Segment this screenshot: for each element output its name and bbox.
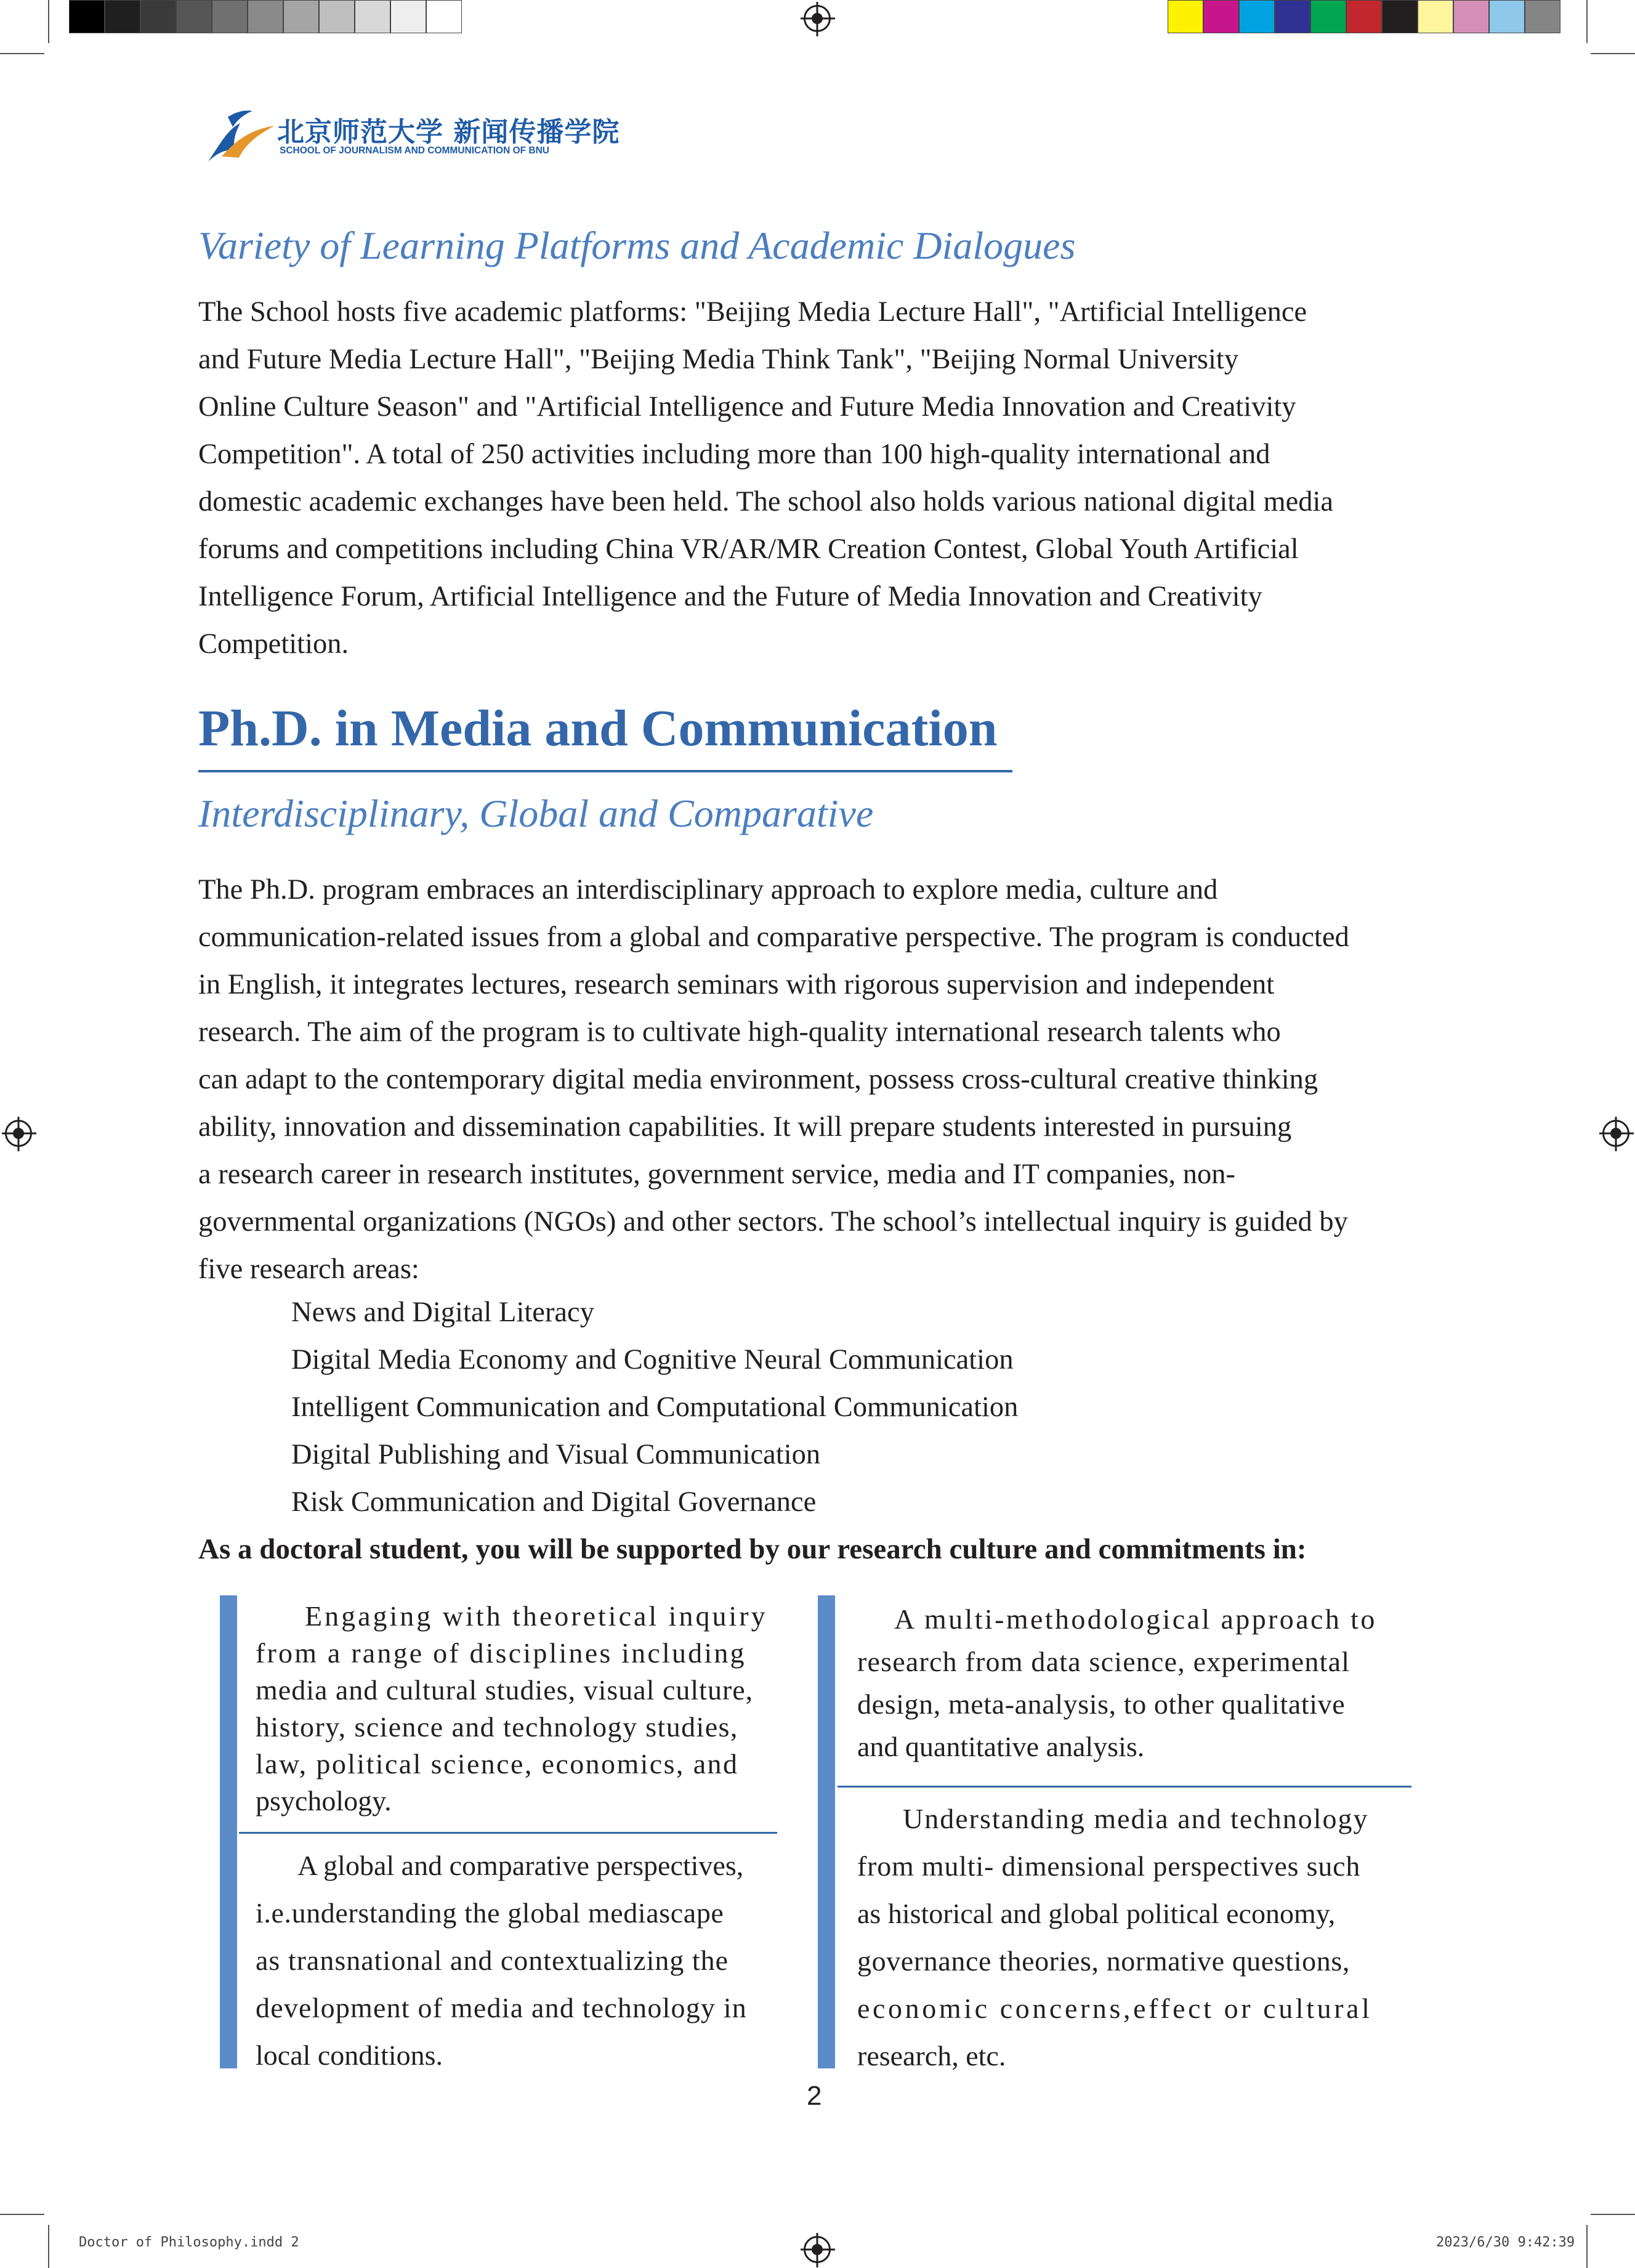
color-swatch [426, 0, 462, 33]
research-area-item: Intelligent Communication and Computational Communication [291, 1391, 1019, 1423]
box-line: Understanding media and technology [903, 1803, 1369, 1834]
color-swatch [1525, 0, 1560, 33]
paragraph-line: communication-related issues from a global and comparative perspective. The program is conducted [198, 921, 1349, 953]
school-logo [203, 105, 620, 166]
crop-mark [0, 53, 44, 54]
right-box-divider [838, 1786, 1411, 1788]
process-color-bar [1168, 0, 1560, 34]
section-heading-platforms: Variety of Learning Platforms and Academic Dialogues [198, 224, 1076, 267]
swallow-emblem-icon [203, 105, 277, 166]
color-swatch [140, 0, 176, 33]
multi-methodological-box [857, 1598, 1411, 1768]
platforms-paragraph [198, 288, 1436, 668]
color-swatch [1418, 0, 1453, 33]
registration-mark-right [1602, 1120, 1629, 1147]
box-line: media and cultural studies, visual culture, [256, 1674, 754, 1706]
research-area-item: Digital Media Economy and Cognitive Neural Communication [291, 1344, 1014, 1375]
paragraph-line: governmental organizations (NGOs) and other sectors. The school’s intellectual inquiry is guided by [198, 1206, 1348, 1237]
color-swatch [355, 0, 390, 33]
global-perspectives-box [256, 1842, 789, 2079]
phd-program-subtitle: Interdisciplinary, Global and Comparative [198, 792, 874, 835]
paragraph-line: Competition". A total of 250 activities including more than 100 high-quality international and [198, 439, 1270, 470]
box-line: as transnational and contextualizing the [256, 1945, 729, 1976]
color-swatch [390, 0, 426, 33]
box-line: history, science and technology studies, [256, 1711, 738, 1743]
paragraph-line: domestic academic exchanges have been held. The school also holds various national digital media [198, 486, 1334, 517]
box-line: development of media and technology in [256, 1992, 747, 2023]
color-swatch [1310, 0, 1346, 33]
color-swatch [1453, 0, 1489, 33]
registration-mark-top [804, 5, 831, 32]
color-swatch [248, 0, 283, 33]
box-line: A global and comparative perspectives, [297, 1850, 744, 1881]
registration-mark-left [5, 1120, 32, 1147]
crop-mark [1586, 0, 1588, 43]
box-line: law, political science, economics, and [256, 1748, 739, 1780]
school-name-english: SCHOOL OF JOURNALISM AND COMMUNICATION OF BNU [280, 145, 550, 156]
crop-mark [48, 0, 49, 43]
box-line: design, meta-analysis, to other qualitative [857, 1688, 1346, 1720]
paragraph-line: research. The aim of the program is to cultivate high-quality international research talents who [198, 1016, 1281, 1048]
box-line: research, etc. [857, 2040, 1006, 2072]
box-line: and quantitative analysis. [857, 1731, 1145, 1762]
box-line: research from data science, experimental [857, 1646, 1350, 1677]
box-line: from multi- dimensional perspectives such [857, 1850, 1361, 1882]
color-swatch [1239, 0, 1275, 33]
color-swatch [319, 0, 355, 33]
right-accent-bar [818, 1595, 835, 2068]
grayscale-color-bar [69, 0, 462, 34]
paragraph-line: The School hosts five academic platforms: "Beijing Media Lecture Hall", "Artificial Intelligence [198, 296, 1307, 328]
color-swatch [105, 0, 140, 33]
paragraph-line: in English, it integrates lectures, research seminars with rigorous supervision and independent [198, 969, 1275, 1000]
box-line: A multi-methodological approach to [894, 1603, 1377, 1635]
crop-mark [1591, 53, 1635, 54]
registration-mark-bottom [804, 2236, 831, 2263]
box-line: psychology. [256, 1785, 392, 1816]
color-swatch [1489, 0, 1525, 33]
slug-timestamp: 2023/6/30 9:42:39 [1436, 2235, 1575, 2250]
school-name-chinese: 北京师范大学 新闻传播学院 [277, 116, 620, 148]
page-number: 2 [807, 2081, 822, 2111]
color-swatch [1168, 0, 1203, 33]
theoretical-inquiry-box [256, 1598, 789, 1820]
paragraph-line: ability, innovation and dissemination capabilities. It will prepare students interested in pursuing [198, 1111, 1292, 1143]
left-accent-bar [220, 1595, 237, 2068]
color-swatch [1382, 0, 1418, 33]
color-swatch [69, 0, 105, 33]
color-swatch [176, 0, 212, 33]
slug-filename: Doctor of Philosophy.indd 2 [79, 2235, 299, 2250]
title-underline [198, 770, 1012, 772]
box-line: i.e.understanding the global mediascape [256, 1897, 724, 1929]
support-intro: As a doctoral student, you will be supported by our research culture and commitments in: [198, 1533, 1307, 1565]
box-line: from a range of disciplines including [256, 1637, 746, 1669]
color-swatch [283, 0, 319, 33]
research-area-item: News and Digital Literacy [291, 1297, 594, 1328]
color-swatch [1203, 0, 1239, 33]
box-line: economic concerns,effect or cultural [857, 1993, 1373, 2024]
paragraph-line: Intelligence Forum, Artificial Intelligence and the Future of Media Innovation and Creativity [198, 581, 1262, 612]
research-area-item: Risk Communication and Digital Governance [291, 1486, 817, 1518]
box-line: Engaging with theoretical inquiry [305, 1600, 768, 1632]
phd-description-paragraph [198, 866, 1436, 1293]
box-line: local conditions. [256, 2039, 443, 2071]
crop-mark [1586, 2225, 1588, 2268]
color-swatch [1275, 0, 1310, 33]
paragraph-line: forums and competitions including China VR/AR/MR Creation Contest, Global Youth Artificial [198, 533, 1299, 565]
crop-mark [48, 2225, 49, 2268]
phd-program-title: Ph.D. in Media and Communication [198, 700, 998, 757]
crop-mark [0, 2214, 44, 2215]
paragraph-line: can adapt to the contemporary digital media environment, possess cross-cultural creative thinking [198, 1064, 1318, 1095]
paragraph-line: Online Culture Season" and "Artificial Intelligence and Future Media Innovation and Creativity [198, 391, 1296, 423]
paragraph-line: and Future Media Lecture Hall", "Beijing Media Think Tank", "Beijing Normal University [198, 344, 1239, 375]
color-swatch [1346, 0, 1382, 33]
paragraph-line: five research areas: [198, 1253, 419, 1285]
research-area-item: Digital Publishing and Visual Communication [291, 1439, 821, 1470]
crop-mark [1591, 2214, 1635, 2215]
paragraph-line: a research career in research institutes, government service, media and IT companies, non- [198, 1159, 1236, 1190]
paragraph-line: Competition. [198, 628, 349, 660]
color-swatch [212, 0, 248, 33]
paragraph-line: The Ph.D. program embraces an interdisciplinary approach to explore media, culture and [198, 874, 1218, 905]
box-line: as historical and global political economy, [857, 1898, 1336, 1929]
multi-dimensional-box [857, 1795, 1411, 2080]
box-line: governance theories, normative questions, [857, 1945, 1350, 1977]
left-box-divider [239, 1832, 777, 1834]
